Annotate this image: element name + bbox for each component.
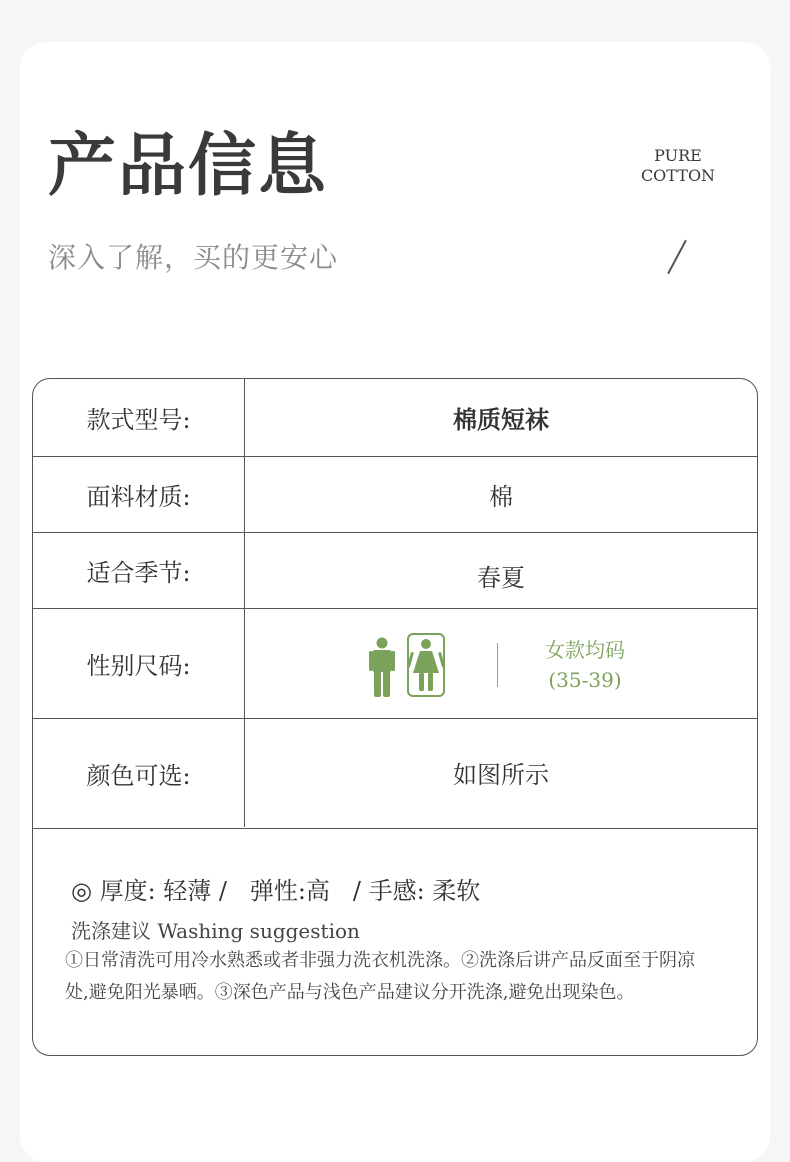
size-cell xyxy=(245,609,757,718)
washing-body: ①日常清洗可用冷水熟悉或者非强力洗衣机洗涤。②洗涤后讲产品反面至于阴凉处,避免阳光暴晒。③深色产品与浅色产品建议分开洗涤,避免出现染色。 xyxy=(65,950,695,1003)
properties-line: ◎ 厚度: 轻薄 / 弹性:高 / 手感: 柔软 xyxy=(71,877,481,905)
table-row xyxy=(33,609,757,719)
row-value: 春夏 xyxy=(477,564,525,592)
pure-text: PURE xyxy=(654,146,702,165)
product-info-table xyxy=(32,378,758,1056)
row-value: 棉质短袜 xyxy=(453,405,549,434)
table-row xyxy=(33,533,757,609)
size-range: (35-39) xyxy=(548,668,622,692)
table-row xyxy=(33,719,757,829)
size-divider xyxy=(497,643,498,687)
row-value: 棉 xyxy=(489,483,513,511)
page-title: 产品信息 xyxy=(48,126,329,206)
cotton-text: COTTON xyxy=(640,166,716,185)
table-row xyxy=(33,379,757,457)
row-label: 面料材质: xyxy=(33,457,245,532)
care-section xyxy=(33,829,757,1056)
size-label: 女款均码 xyxy=(545,638,625,662)
row-label: 适合季节: xyxy=(33,533,245,608)
washing-title: 洗涤建议 Washing suggestion xyxy=(71,919,360,943)
page-subtitle: 深入了解，买的更安心 xyxy=(48,241,339,274)
row-label: 性别尺码: xyxy=(33,609,245,718)
size-info xyxy=(525,635,645,695)
row-label: 颜色可选: xyxy=(33,719,245,827)
pure-cotton-tag xyxy=(630,146,726,186)
table-row xyxy=(33,457,757,533)
row-label: 款式型号: xyxy=(33,379,245,456)
male-icon xyxy=(369,637,395,701)
row-value: 如图所示 xyxy=(453,761,549,789)
female-icon xyxy=(407,633,445,701)
